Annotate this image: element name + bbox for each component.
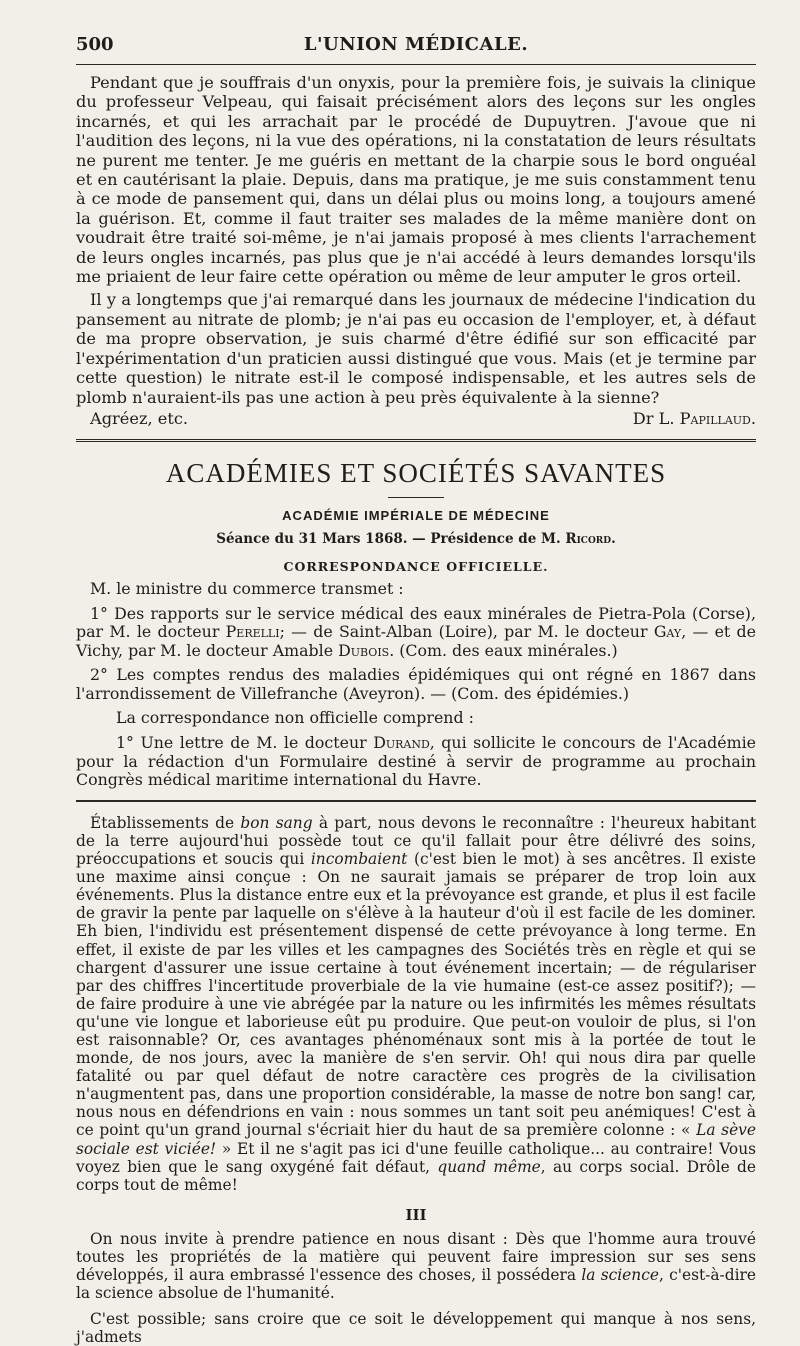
item-text: . (Com. des eaux minérales.) [389, 640, 618, 660]
letter-paragraph: Pendant que je souffrais d'un onyxis, pour la première fois, je suivais la clinique du professeur Velpeau, qui faisait précisément alors des leçons sur les ongles incarnés, et qui les arrachait par le procédé de Dupuytren. J'avoue que ni l'audition des leçons, ni la vue des opérations, ni la constatation de leurs résultats ne purent me tenter. Je me guéris en mettant de la charpie sous le bord onguéal et en cautérisant la plaie. Depuis, dans ma pratique, je me suis constamment tenu à ce mode de pansement qui, dans un délai plus ou moins long, a toujours amené la guérison. Et, comme il faut traiter ses malades de la même manière dont on voudrait être traité soi-même, je n'ai jamais proposé à mes clients l'arrachement de leurs ongles incarnés, pas plus que je n'ai accédé à leurs demandes lorsqu'ils me priaient de leur faire cette opération ou même de leur amputer le gros orteil. [76, 73, 756, 287]
page-header [76, 30, 756, 64]
academy-section [76, 508, 756, 790]
person-name: Durand [373, 733, 430, 753]
journal-title: L'UNION MÉDICALE. [303, 34, 529, 55]
signature-name: Papillaud. [679, 408, 756, 428]
seance-line [76, 531, 756, 547]
seance-text: Séance du 31 Mars 1868. — Présidence de M. [216, 530, 566, 547]
letter-paragraph: Il y a longtemps que j'ai remarqué dans les journaux de médecine l'indication du pansement au nitrate de plomb; je n'ai pas eu occasion de l'employer, et, à défaut de ma propre observation, je suis charmé d'être édifié sur son efficacité par l'expérimentation d'un praticien aussi distingué que vous. Mais (et je termine par cette question) le nitrate est-il le composé indispensable, et les autres sels de plomb n'auraient-ils pas une action à peu près équivalente à la sienne? [76, 290, 756, 407]
item-text: , qui sollicite le concours de l'Académie pour la rédaction d'un Formulaire destiné à servir de programme au prochain Congrès médical maritime international du Havre. [76, 733, 756, 790]
page-number: 500 [76, 34, 114, 55]
letter-signature [633, 409, 756, 429]
letter-section [76, 73, 756, 407]
feuilleton-section [76, 814, 756, 1346]
correspondence-item [76, 605, 756, 661]
text-run: Établissements de [90, 813, 241, 832]
item-text: 1° Une lettre de M. le docteur [116, 733, 374, 753]
text-run: (c'est bien le mot) à ses ancêtres. Il existe une maxime ainsi conçue : On ne saurait jamais se préparer de trop loin aux événements. Plus la distance entre eux et la prévoyance est grande, et plus il est facile de gravir la pente par laquelle on s'élève à la hauteur d'où il est facile de les dominer. Eh bien, l'individu est présentement dispensé de cette prévoyance à long terme. En effet, il existe de par les villes et les campagnes des Sociétés très en règle et qui se chargent d'assurer une issue certaine à tout événement incertain; — de régulariser par des chiffres l'incertitude proverbiale de la vie humaine (est-ce assez positif?); — de faire produire à une vie abrégée par la nature ou les infirmités les mêmes résultats qu'une vie longue et laborieuse eût pu produire. Que peut-on vouloir de plus, si l'on est raisonnable? Or, ces avantages phénoménaux sont mis à la portée de tout le monde, de nos jours, avec la manière de s'en servir. Oh! qui nous dira par quelle fatalité ou par quel défaut de notre caractère ces progrès de la civilisation n'augmentent pas, dans une proportion considérable, la masse de notre bon sang! car, nous nous en défendrions en vain : nous sommes un tant soit peu anémiques! C'est à ce point qu'un grand journal s'écriait hier du haut de sa première colonne : « [76, 850, 757, 1140]
feuilleton-paragraph [76, 814, 756, 1194]
italic-run: La sève sociale est viciée! [76, 1121, 756, 1158]
academy-title: ACADÉMIE IMPÉRIALE DE MÉDECINE [282, 507, 550, 523]
item-text: , — et de Vichy, par M. le docteur Amable [76, 622, 756, 660]
feuilleton-paragraph: C'est possible; sans croire que ce soit le développement qui manque à nos sens, j'admets [76, 1310, 756, 1346]
person-name: Gay [653, 622, 682, 642]
journal-page [76, 30, 756, 1346]
section-divider [76, 439, 756, 444]
unofficial-intro: La correspondance non officielle comprend : [116, 708, 474, 728]
text-run: à part, nous devons le reconnaître : l'heureux habitant de la terre aujourd'hui possède tout ce qu'il fallait pour être délivré des soins, préoccupations et soucis qui [76, 813, 756, 869]
letter-closing: Agréez, etc. [90, 408, 189, 428]
title-underline [388, 497, 444, 498]
italic-run: la science [581, 1266, 659, 1284]
section-number: III [405, 1205, 427, 1224]
correspondence-title: CORRESPONDANCE OFFICIELLE. [283, 558, 549, 574]
seance-president: Ricord. [565, 530, 616, 547]
text-run: , au corps social. Drôle de corps tout de même! [76, 1157, 756, 1194]
italic-run: bon sang [240, 813, 313, 832]
correspondence-item [76, 734, 756, 790]
person-name: Dubois [338, 640, 390, 660]
text-run: » Et il ne s'agit pas ici d'une feuille catholique... au contraire! Vous voyez bien que le sang oxygéné fait défaut, [76, 1139, 756, 1176]
feuilleton-paragraph [76, 1230, 756, 1302]
feuilleton-divider [76, 800, 756, 802]
signature-prefix: Dr L. [632, 408, 680, 428]
text-run: On nous invite à prendre patience en nous disant : Dès que l'homme aura trouvé toutes les propriétés de la matière qui peuvent faire impression sur ses sens développés, il aura embrassé l'essence des choses, il possédera [76, 1229, 756, 1284]
italic-run: quand même [437, 1157, 541, 1176]
letter-signoff [76, 409, 756, 429]
item-text: 1° Des rapports sur le service médical des eaux minérales de Pietra-Pola (Corse), par M. le docteur [76, 603, 756, 642]
text-run: , c'est-à-dire la science absolue de l'humanité. [76, 1266, 756, 1303]
italic-run: incombaient [310, 850, 408, 869]
item-text: ; — de Saint-Alban (Loire), par M. le docteur [279, 622, 654, 642]
correspondence-intro: M. le ministre du commerce transmet : [90, 578, 404, 598]
correspondence-item: 2° Les comptes rendus des maladies épidémiques qui ont régné en 1867 dans l'arrondissement de Villefranche (Aveyron). — (Com. des épidémies.) [76, 665, 756, 703]
section-title: ACADÉMIES ET SOCIÉTÉS SAVANTES [165, 457, 667, 488]
header-rule [76, 64, 756, 65]
person-name: Perelli [225, 622, 280, 642]
